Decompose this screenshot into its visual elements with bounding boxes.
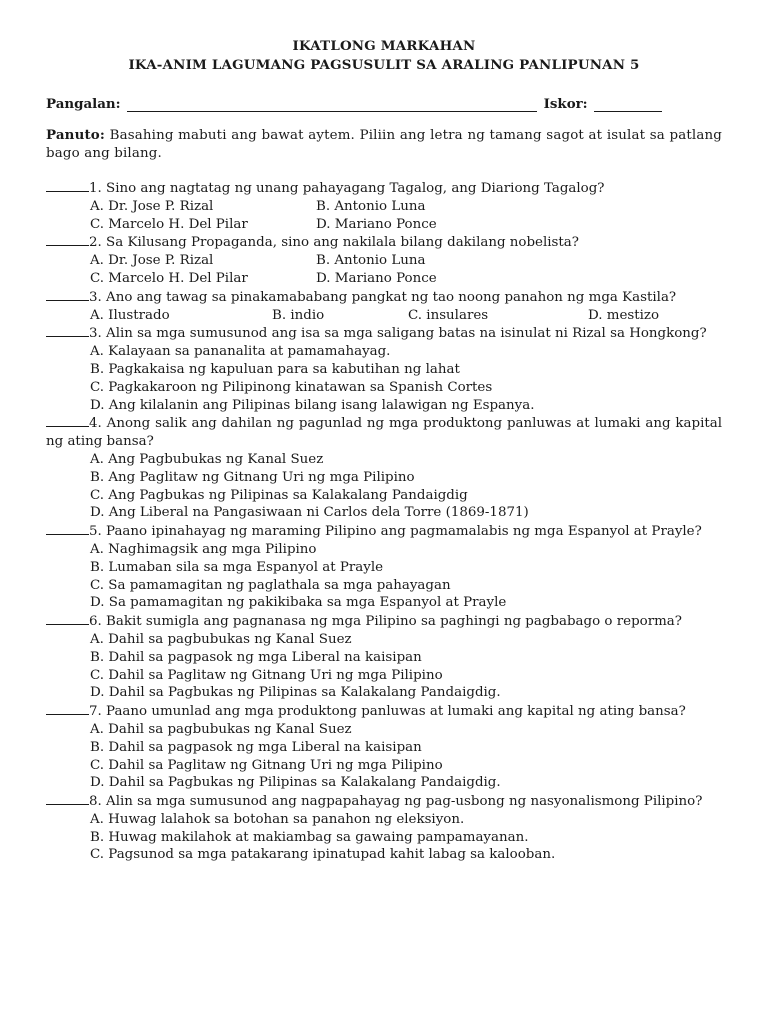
option-b: B. Antonio Luna [316,198,426,214]
quiz-title: IKA-ANIM LAGUMANG PAGSUSULIT SA ARALING PANLIPUNAN 5 [128,57,640,73]
option-b: B. Antonio Luna [316,253,426,269]
option-d: D. Dahil sa Pagbukas ng Pilipinas sa Kalakalang Pandaigdig. [90,685,501,701]
option-c: C. Dahil sa Paglitaw ng Gitnang Uri ng mga Pilipino [90,667,443,683]
option-a: A. Ang Pagbubukas ng Kanal Suez [90,451,324,467]
option-b: B. indio [272,307,325,323]
question-item [46,522,722,612]
score-field-line[interactable] [594,97,662,112]
option-b: B. Dahil sa pagpasok ng mga Liberal na kaisipan [90,739,422,755]
option-b: B. Pagkakaisa ng kapuluan para sa kabutihan ng lahat [90,361,460,377]
answer-blank[interactable] [46,612,89,625]
answer-blank[interactable] [46,288,89,301]
instructions-text: Basahing mabuti ang bawat aytem. Piliin ang letra ng tamang sagot at isulat sa patlang bago ang bilang. [46,128,722,161]
answer-blank[interactable] [46,233,89,246]
instructions [46,126,722,163]
option-c: C. Pagsunod sa mga patakarang ipinatupad kahit labag sa kalooban. [90,847,556,863]
option-c: C. Ang Pagbukas ng Pilipinas sa Kalakalang Pandaigdig [90,487,468,503]
quarter-title: IKATLONG MARKAHAN [292,38,476,54]
question-item [46,702,722,792]
option-c: C. Marcelo H. Del Pilar [90,270,248,286]
question-item [46,792,722,864]
option-d: D. Dahil sa Pagbukas ng Pilipinas sa Kalakalang Pandaigdig. [90,775,501,791]
option-c: C. Marcelo H. Del Pilar [90,216,248,232]
question-text: 5. Paano ipinahayag ng maraming Pilipino ang pagmamalabis ng mga Espanyol at Prayle? [89,524,702,540]
answer-blank[interactable] [46,414,89,427]
option-c: C. Dahil sa Paglitaw ng Gitnang Uri ng mga Pilipino [90,757,443,773]
question-text: 8. Alin sa mga sumusunod ang nagpapahayag ng pag-usbong ng nasyonalismong Pilipino? [89,794,703,810]
option-a: A. Ilustrado [90,307,170,323]
answer-blank[interactable] [46,179,89,192]
option-a: A. Naghimagsik ang mga Pilipino [90,541,317,557]
option-d: D. Ang Liberal na Pangasiwaan ni Carlos dela Torre (1869-1871) [90,505,529,521]
question-list [46,179,722,864]
answer-blank[interactable] [46,522,89,535]
question-item [46,414,722,522]
option-a: A. Huwag lalahok sa botohan sa panahon ng eleksiyon. [90,811,465,827]
question-text: 2. Sa Kilusang Propaganda, sino ang nakilala bilang dakilang nobelista? [89,235,579,251]
option-d: D. Mariano Ponce [316,216,437,232]
option-d: D. Sa pamamagitan ng pakikibaka sa mga Espanyol at Prayle [90,595,507,611]
name-field-line[interactable] [127,97,537,112]
instructions-label: Panuto: [46,127,105,143]
answer-blank[interactable] [46,792,89,805]
option-c: C. Pagkakaroon ng Pilipinong kinatawan sa Spanish Cortes [90,379,493,395]
question-item [46,179,722,233]
option-a: A. Kalayaan sa pananalita at pamamahayag. [90,344,391,360]
answer-blank[interactable] [46,702,89,715]
student-info-row [46,92,722,112]
option-d: D. Ang kilalanin ang Pilipinas bilang isang lalawigan ng Espanya. [90,397,535,413]
option-b: B. Lumaban sila sa mga Espanyol at Prayle [90,559,384,575]
question-text: 3. Alin sa mga sumusunod ang isa sa mga saligang batas na isinulat ni Rizal sa Hongkong? [89,326,707,342]
question-text: 4. Anong salik ang dahilan ng pagunlad ng mga produktong panluwas at lumaki ang kapital ng ating bansa? [46,416,722,450]
question-item [46,324,722,414]
option-c: C. Sa pamamagitan ng paglathala sa mga pahayagan [90,577,451,593]
answer-blank[interactable] [46,324,89,337]
question-text: 3. Ano ang tawag sa pinakamababang pangkat ng tao noong panahon ng mga Kastila? [89,289,677,305]
option-b: B. Huwag makilahok at makiambag sa gawaing pampamayanan. [90,829,529,845]
option-a: A. Dahil sa pagbubukas ng Kanal Suez [90,721,352,737]
question-item [46,612,722,702]
question-text: 6. Bakit sumigla ang pagnanasa ng mga Pilipino sa paghingi ng pagbabago o reporma? [89,614,682,630]
question-item [46,288,722,325]
option-d: D. Mariano Ponce [316,270,437,286]
option-a: A. Dahil sa pagbubukas ng Kanal Suez [90,631,352,647]
score-label: Iskor: [543,96,588,112]
option-b: B. Ang Paglitaw ng Gitnang Uri ng mga Pilipino [90,469,415,485]
option-d: D. mestizo [588,307,660,323]
option-a: A. Dr. Jose P. Rizal [90,253,214,269]
question-text: 1. Sino ang nagtatag ng unang pahayagang Tagalog, ang Diariong Tagalog? [89,181,605,196]
name-label: Pangalan: [46,96,121,112]
option-c: C. insulares [408,307,489,323]
question-item [46,233,722,287]
question-text: 7. Paano umunlad ang mga produktong panluwas at lumaki ang kapital ng ating bansa? [89,704,686,720]
option-a: A. Dr. Jose P. Rizal [90,198,214,214]
option-b: B. Dahil sa pagpasok ng mga Liberal na kaisipan [90,649,422,665]
